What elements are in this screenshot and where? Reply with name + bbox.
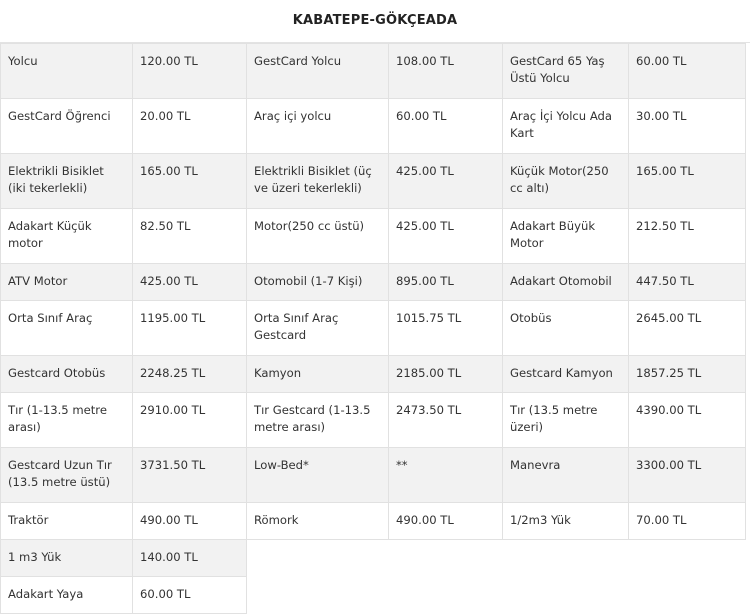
fare-label: Tır (13.5 metre üzeri) <box>503 393 629 448</box>
fare-price: 425.00 TL <box>133 264 247 301</box>
fare-price: 165.00 TL <box>629 154 746 209</box>
fare-label: Araç İçi Yolcu Ada Kart <box>503 99 629 154</box>
table-row <box>1 99 746 154</box>
empty-cell <box>247 577 746 614</box>
fare-label: Orta Sınıf Araç Gestcard <box>247 301 389 356</box>
table-row <box>1 154 746 209</box>
table-row <box>1 540 746 577</box>
fare-price: 212.50 TL <box>629 209 746 264</box>
fare-price: 490.00 TL <box>133 503 247 540</box>
fare-price: 70.00 TL <box>629 503 746 540</box>
fare-price: 108.00 TL <box>389 44 503 99</box>
fare-label: Otobüs <box>503 301 629 356</box>
fare-table <box>0 43 746 614</box>
fare-label: Yolcu <box>1 44 133 99</box>
fare-label: Adakart Büyük Motor <box>503 209 629 264</box>
fare-price: 490.00 TL <box>389 503 503 540</box>
fare-label: Otomobil (1-7 Kişi) <box>247 264 389 301</box>
fare-label: 1 m3 Yük <box>1 540 133 577</box>
fare-label: Elektrikli Bisiklet (iki tekerlekli) <box>1 154 133 209</box>
fare-label: GestCard Öğrenci <box>1 99 133 154</box>
empty-cell <box>247 540 746 577</box>
fare-label: Traktör <box>1 503 133 540</box>
fare-label: Gestcard Kamyon <box>503 356 629 393</box>
fare-label: Motor(250 cc üstü) <box>247 209 389 264</box>
fare-price: 2645.00 TL <box>629 301 746 356</box>
fare-label: Orta Sınıf Araç <box>1 301 133 356</box>
fare-label: Gestcard Otobüs <box>1 356 133 393</box>
fare-price: 2185.00 TL <box>389 356 503 393</box>
fare-price: 447.50 TL <box>629 264 746 301</box>
fare-price: 82.50 TL <box>133 209 247 264</box>
table-row <box>1 577 746 614</box>
fare-price: 1195.00 TL <box>133 301 247 356</box>
table-row <box>1 264 746 301</box>
fare-label: 1/2m3 Yük <box>503 503 629 540</box>
fare-label: Low-Bed* <box>247 448 389 503</box>
fare-label: GestCard Yolcu <box>247 44 389 99</box>
table-row <box>1 209 746 264</box>
fare-label: Adakart Otomobil <box>503 264 629 301</box>
fare-price: 2910.00 TL <box>133 393 247 448</box>
fare-price: 3300.00 TL <box>629 448 746 503</box>
fare-price: 1015.75 TL <box>389 301 503 356</box>
fare-price: 2248.25 TL <box>133 356 247 393</box>
fare-price: 3731.50 TL <box>133 448 247 503</box>
fare-price: 120.00 TL <box>133 44 247 99</box>
fare-price: 2473.50 TL <box>389 393 503 448</box>
fare-price: 60.00 TL <box>629 44 746 99</box>
table-row <box>1 301 746 356</box>
table-row <box>1 448 746 503</box>
fare-label: Römork <box>247 503 389 540</box>
fare-price: 425.00 TL <box>389 209 503 264</box>
fare-price: ** <box>389 448 503 503</box>
fare-label: Adakart Yaya <box>1 577 133 614</box>
fare-label: ATV Motor <box>1 264 133 301</box>
fare-price: 60.00 TL <box>133 577 247 614</box>
fare-label: Tır (1-13.5 metre arası) <box>1 393 133 448</box>
fare-price: 20.00 TL <box>133 99 247 154</box>
fare-label: Elektrikli Bisiklet (üç ve üzeri tekerlekli) <box>247 154 389 209</box>
fare-label: Kamyon <box>247 356 389 393</box>
fare-label: Manevra <box>503 448 629 503</box>
fare-price: 140.00 TL <box>133 540 247 577</box>
fare-price: 165.00 TL <box>133 154 247 209</box>
fare-price: 1857.25 TL <box>629 356 746 393</box>
fare-price: 425.00 TL <box>389 154 503 209</box>
fare-label: GestCard 65 Yaş Üstü Yolcu <box>503 44 629 99</box>
fare-price: 30.00 TL <box>629 99 746 154</box>
fare-price: 60.00 TL <box>389 99 503 154</box>
table-row <box>1 44 746 99</box>
table-row <box>1 356 746 393</box>
table-row <box>1 393 746 448</box>
table-row <box>1 503 746 540</box>
page-title: KABATEPE-GÖKÇEADA <box>0 0 750 43</box>
fare-label: Gestcard Uzun Tır (13.5 metre üstü) <box>1 448 133 503</box>
fare-price: 895.00 TL <box>389 264 503 301</box>
fare-label: Küçük Motor(250 cc altı) <box>503 154 629 209</box>
fare-label: Araç içi yolcu <box>247 99 389 154</box>
fare-price: 4390.00 TL <box>629 393 746 448</box>
fare-label: Tır Gestcard (1-13.5 metre arası) <box>247 393 389 448</box>
fare-label: Adakart Küçük motor <box>1 209 133 264</box>
